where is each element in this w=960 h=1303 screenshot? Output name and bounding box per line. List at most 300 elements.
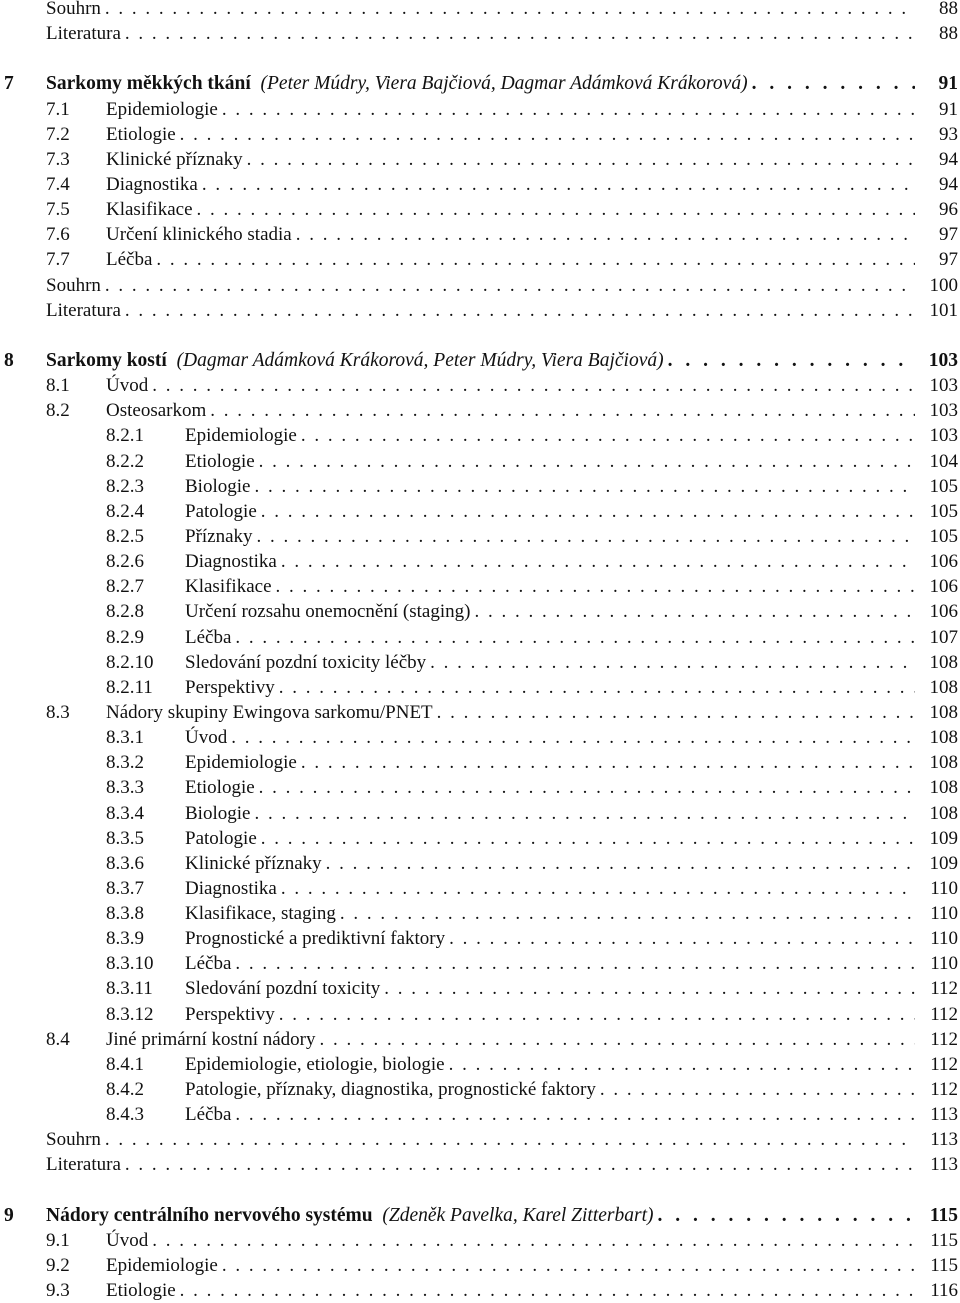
toc-title: Epidemiologie [106,1255,218,1277]
toc-row[interactable] [0,1052,960,1077]
dot-leader [257,524,915,549]
toc-section-number: 8.3.7 [106,877,144,899]
toc-title-wrap [106,222,296,247]
toc-title-leader [46,21,915,46]
toc-title: Epidemiologie [185,425,297,447]
toc-row[interactable] [0,1278,960,1303]
toc-title: Etiologie [106,1280,176,1302]
dot-leader [320,1027,916,1052]
toc-title: Klinické příznaky [185,852,322,874]
toc-title-leader [185,801,915,826]
toc-title-leader [185,750,915,775]
toc-section-number: 9 [4,1204,14,1226]
toc-title-wrap [106,1278,180,1303]
toc-title: Léčba [185,1104,232,1126]
dot-leader [301,750,915,775]
toc-title: Příznaky [185,525,253,547]
toc-row[interactable] [0,147,960,172]
toc-title: Prognostické a prediktivní faktory [185,928,446,950]
toc-section-number: 8.1 [46,375,70,397]
toc-page-number: 91 [939,98,958,120]
toc-page-number: 110 [930,877,958,899]
toc-title-wrap [106,1228,152,1253]
toc-section-number: 9.1 [46,1229,70,1251]
toc-title: Sledování pozdní toxicity [185,978,381,1000]
toc-row[interactable] [0,0,960,21]
toc-section-number: 8.3.5 [106,827,144,849]
dot-leader [281,549,915,574]
toc-row[interactable] [0,97,960,122]
dot-leader [197,197,915,222]
toc-title-leader [185,599,915,624]
toc-row[interactable] [0,976,960,1001]
toc-chapter-authors: (Zdeněk Pavelka, Karel Zitterbart) [382,1204,654,1226]
toc-title-leader [185,876,915,901]
toc-title-leader [46,71,915,96]
dot-leader [600,1077,915,1102]
dot-leader [449,926,915,951]
toc-chapter-authors: (Dagmar Adámková Krákorová, Peter Múdry, Viera Bajčiová) [176,349,664,371]
toc-page-number: 110 [930,928,958,950]
toc-row[interactable] [0,524,960,549]
toc-row[interactable] [0,599,960,624]
toc-section-number: 8.3 [46,701,70,723]
toc-title-wrap [185,876,281,901]
toc-page-number: 108 [929,802,958,824]
toc-page-number: 103 [929,375,958,397]
toc-title-wrap [185,675,279,700]
toc-title-leader [185,775,915,800]
toc-title: Osteosarkom [106,400,207,422]
toc-title-leader [185,725,915,750]
toc-title-leader [106,122,915,147]
toc-row[interactable] [0,21,960,46]
dot-leader [247,147,915,172]
toc-page-number: 115 [929,1204,958,1226]
toc-title-wrap [185,449,259,474]
toc-title-wrap [106,97,222,122]
toc-section-number: 8.3.3 [106,777,144,799]
dot-leader [202,172,915,197]
toc-title-leader [185,926,915,951]
toc-title: Epidemiologie, etiologie, biologie [185,1053,445,1075]
toc-title: Literatura [46,23,121,45]
dot-leader [105,0,915,21]
toc-row[interactable] [0,549,960,574]
toc-title-leader [185,650,915,675]
toc-page-number: 109 [929,827,958,849]
toc-page-number: 113 [930,1129,958,1151]
toc-page-number: 88 [939,23,958,45]
toc-section-number: 9.2 [46,1255,70,1277]
toc-title: Úvod [185,727,228,749]
toc-title: Etiologie [185,450,255,472]
toc-title-leader [106,97,915,122]
toc-title-wrap [185,650,430,675]
toc-section-number: 7 [4,73,14,95]
dot-leader [254,474,915,499]
toc-page-number: 94 [939,173,958,195]
dot-leader [279,675,915,700]
dot-leader [449,1052,915,1077]
toc-title: Etiologie [185,777,255,799]
toc-title: Určení rozsahu onemocnění (staging) [185,601,471,623]
toc-title: Diagnostika [185,877,277,899]
toc-title-leader [106,700,915,725]
dot-leader [105,273,915,298]
toc-page-number: 88 [939,0,958,19]
toc-page-number: 108 [929,752,958,774]
toc-title-wrap [185,1077,600,1102]
toc-row[interactable] [0,1102,960,1127]
toc-title-leader [106,1253,915,1278]
toc-row[interactable] [0,901,960,926]
dot-leader [231,725,915,750]
toc-row[interactable] [0,725,960,750]
toc-title-wrap [185,524,257,549]
toc-title: Literatura [46,1154,121,1176]
toc-row[interactable] [0,1002,960,1027]
toc-row[interactable] [0,172,960,197]
toc-page-number: 106 [929,551,958,573]
toc-title-wrap [185,599,474,624]
toc-title-wrap [185,901,340,926]
toc-page-number: 97 [939,224,958,246]
toc-title: Klasifikace [106,199,193,221]
toc-section-number: 8.3.6 [106,852,144,874]
toc-title: Souhrn [46,0,101,19]
toc-title-wrap [106,1027,320,1052]
toc-title-leader [106,247,915,272]
toc-title-wrap [185,851,326,876]
toc-page-number: 110 [930,903,958,925]
toc-title-leader [185,449,915,474]
toc-row[interactable] [0,474,960,499]
toc-title-wrap [106,700,437,725]
toc-row[interactable] [0,951,960,976]
toc-row[interactable] [0,700,960,725]
toc-row[interactable] [0,1127,960,1152]
toc-title-leader [106,147,915,172]
toc-title-leader [185,574,915,599]
dot-leader [668,348,915,373]
toc-title-wrap [185,1002,279,1027]
toc-title-wrap [185,499,261,524]
toc-title-leader [46,348,915,373]
toc-row[interactable] [0,398,960,423]
toc-page-number: 112 [930,978,958,1000]
toc-row[interactable] [0,625,960,650]
toc-title: Klasifikace, staging [185,903,336,925]
toc-row[interactable] [0,750,960,775]
toc-title: Patologie [185,500,257,522]
toc-page-number: 106 [929,601,958,623]
toc-section-number: 7.1 [46,98,70,120]
toc-title-wrap [46,348,668,373]
dot-leader [752,71,915,96]
toc-page-number: 113 [930,1154,958,1176]
toc-page-number: 103 [929,425,958,447]
toc-section-number: 7.7 [46,249,70,271]
toc-title-leader [185,625,915,650]
toc-section-number: 7.6 [46,224,70,246]
toc-title: Léčba [185,626,232,648]
toc-section-number: 9.3 [46,1280,70,1302]
toc-row[interactable] [0,650,960,675]
toc-title-wrap [185,474,254,499]
toc-page-number: 97 [939,249,958,271]
toc-title: Perspektivy [185,676,275,698]
dot-leader [384,976,915,1001]
toc-title-leader [46,273,915,298]
dot-leader [152,373,915,398]
toc-section-number: 8.4.3 [106,1104,144,1126]
dot-leader [222,1253,915,1278]
dot-leader [296,222,915,247]
toc-title: Biologie [185,802,251,824]
dot-leader [301,423,915,448]
toc-title-wrap [106,197,197,222]
dot-leader [259,449,915,474]
dot-leader [210,398,915,423]
toc-title-leader [106,197,915,222]
toc-chapter-row[interactable] [0,348,960,373]
dot-leader [152,1228,915,1253]
toc-section-number: 8.3.10 [106,953,154,975]
toc-section-number: 8.4.2 [106,1079,144,1101]
toc-row[interactable] [0,1027,960,1052]
dot-leader [259,775,915,800]
toc-section-number: 8.3.4 [106,802,144,824]
toc-page-number: 108 [929,676,958,698]
toc-section-number: 8.4.1 [106,1053,144,1075]
toc-title: Sarkomy kostí [46,349,167,371]
toc-section-number: 7.4 [46,173,70,195]
toc-row[interactable] [0,373,960,398]
dot-leader [430,650,915,675]
toc-page-number: 101 [929,299,958,321]
toc-section-number: 8.4 [46,1028,70,1050]
toc-row[interactable] [0,1253,960,1278]
toc-row[interactable] [0,1152,960,1177]
toc-page-number: 108 [929,701,958,723]
toc-title-wrap [46,1203,658,1228]
toc-title-wrap [185,625,235,650]
dot-leader [658,1203,916,1228]
dot-leader [340,901,915,926]
toc-section-number: 8.2.7 [106,576,144,598]
toc-title-leader [185,1052,915,1077]
toc-title-wrap [106,373,152,398]
toc-title-leader [106,222,915,247]
toc-row[interactable] [0,449,960,474]
dot-leader [125,298,915,323]
toc-section-number: 8.2 [46,400,70,422]
toc-title-leader [46,0,915,21]
toc-title: Patologie, příznaky, diagnostika, prognostické faktory [185,1079,596,1101]
toc-title: Léčba [106,249,153,271]
dot-leader [125,1152,915,1177]
toc-page-number: 106 [929,576,958,598]
toc-title-wrap [185,574,276,599]
toc-title-leader [185,1077,915,1102]
toc-title: Léčba [185,953,232,975]
toc-chapter-row[interactable] [0,1203,960,1228]
dot-leader [156,247,915,272]
dot-leader [180,1278,915,1303]
toc-title: Úvod [106,1229,149,1251]
toc-title-leader [185,423,915,448]
toc-title-wrap [106,247,156,272]
toc-row[interactable] [0,1228,960,1253]
toc-page-number: 108 [929,727,958,749]
toc-section-number: 8.3.11 [106,978,153,1000]
dot-leader [281,876,915,901]
dot-leader [261,499,915,524]
toc-section-number: 8.2.5 [106,525,144,547]
dot-leader [125,21,915,46]
toc-title-leader [46,1127,915,1152]
dot-leader [279,1002,915,1027]
toc-title-wrap [106,122,180,147]
toc-page-number: 104 [929,450,958,472]
toc-row[interactable] [0,197,960,222]
toc-section-number: 8.2.9 [106,626,144,648]
toc-title: Určení klinického stadia [106,224,292,246]
toc-page-number: 103 [928,349,958,371]
toc-title-leader [185,1102,915,1127]
toc-title-wrap [46,1127,105,1152]
toc-title-wrap [46,1152,125,1177]
toc-title-wrap [185,926,449,951]
toc-title: Epidemiologie [106,98,218,120]
toc-title: Literatura [46,299,121,321]
toc-section-number: 8.3.8 [106,903,144,925]
toc-row[interactable] [0,675,960,700]
toc-title-leader [185,851,915,876]
toc-section-number: 8.2.3 [106,475,144,497]
toc-section-number: 8.2.2 [106,450,144,472]
toc-row[interactable] [0,851,960,876]
toc-page-number: 105 [929,475,958,497]
toc-row[interactable] [0,574,960,599]
toc-title: Jiné primární kostní nádory [106,1028,316,1050]
dot-leader [254,801,915,826]
toc-title-leader [185,1002,915,1027]
toc-page-number: 100 [929,274,958,296]
dot-leader [235,625,915,650]
toc-title-wrap [185,750,301,775]
toc-section-number: 7.2 [46,123,70,145]
toc-page-number: 105 [929,500,958,522]
toc-page-number: 105 [929,525,958,547]
toc-row[interactable] [0,876,960,901]
toc-row[interactable] [0,423,960,448]
toc-section-number: 8.2.6 [106,551,144,573]
dot-leader [437,700,915,725]
toc-title-leader [185,976,915,1001]
dot-leader [474,599,915,624]
toc-title-wrap [46,71,752,96]
toc-row[interactable] [0,222,960,247]
toc-section-number: 8.2.4 [106,500,144,522]
toc-row[interactable] [0,298,960,323]
toc-title: Perspektivy [185,1003,275,1025]
toc-page-number: 108 [929,777,958,799]
toc-row[interactable] [0,801,960,826]
toc-title: Úvod [106,375,149,397]
toc-title-leader [185,826,915,851]
toc-title: Klasifikace [185,576,272,598]
toc-title: Sledování pozdní toxicity léčby [185,651,427,673]
toc-title: Biologie [185,475,251,497]
dot-leader [276,574,915,599]
toc-page-number: 115 [930,1255,958,1277]
toc-row[interactable] [0,247,960,272]
toc-title-leader [46,1203,915,1228]
toc-title: Sarkomy měkkých tkání [46,73,251,95]
toc-title-wrap [185,725,231,750]
toc-title-leader [46,298,915,323]
toc-title-wrap [185,826,261,851]
toc-title-leader [106,398,915,423]
toc-section-number: 8.2.1 [106,425,144,447]
toc-title: Klinické příznaky [106,148,243,170]
toc-title-wrap [46,298,125,323]
toc-section-number: 8 [4,349,14,371]
toc-title: Diagnostika [106,173,198,195]
dot-leader [326,851,915,876]
toc-title-wrap [46,0,105,21]
toc-section-number: 8.3.2 [106,752,144,774]
toc-section-number: 8.3.9 [106,928,144,950]
toc-title-leader [185,951,915,976]
toc-row[interactable] [0,122,960,147]
toc-title-leader [185,675,915,700]
dot-leader [180,122,915,147]
toc-chapter-row[interactable] [0,71,960,96]
dot-leader [235,1102,915,1127]
toc-title-wrap [185,951,235,976]
toc-chapter-authors: (Peter Múdry, Viera Bajčiová, Dagmar Adámková Krákorová) [260,73,748,95]
toc-page-number: 93 [939,123,958,145]
toc-title-leader [106,373,915,398]
toc-title-wrap [185,801,254,826]
toc-title-wrap [106,172,202,197]
toc-title: Patologie [185,827,257,849]
toc-section-number: 8.2.10 [106,651,154,673]
toc-title: Epidemiologie [185,752,297,774]
toc-title: Nádory centrálního nervového systému [46,1204,373,1226]
toc-title-wrap [185,775,259,800]
dot-leader [105,1127,915,1152]
toc-section-number: 8.3.1 [106,727,144,749]
toc-row[interactable] [0,1077,960,1102]
toc-row[interactable] [0,926,960,951]
toc-title: Etiologie [106,123,176,145]
toc-page-number: 103 [929,400,958,422]
dot-leader [222,97,915,122]
toc-row[interactable] [0,499,960,524]
toc-title: Souhrn [46,274,101,296]
toc-page-number: 112 [930,1028,958,1050]
toc-row[interactable] [0,826,960,851]
toc-title-wrap [106,398,210,423]
toc-row[interactable] [0,775,960,800]
toc-title-leader [106,1278,915,1303]
toc-page-number: 115 [930,1229,958,1251]
toc-row[interactable] [0,273,960,298]
